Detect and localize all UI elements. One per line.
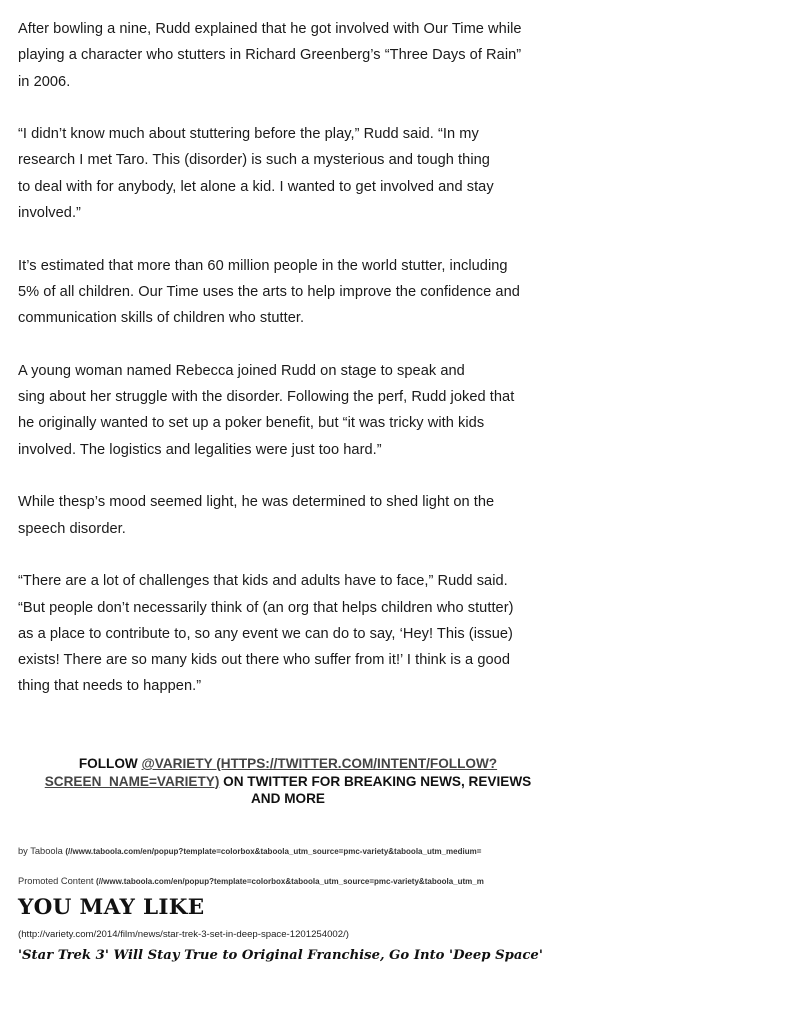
recommended-item-title[interactable]: 'Star Trek 3' Will Stay True to Original Franchise, Go Into 'Deep Space' [18,948,543,963]
text-line: A young woman named Rebecca joined Rudd on stage to speak and [18,362,465,379]
text-line: exists! There are so many kids out there who suffer from it!’ I think is a good [18,652,510,669]
promoted-content-link[interactable]: (//www.taboola.com/en/popup?template=colorbox&taboola_utm_source=pmc-variety&taboola_utm_m [96,877,484,886]
text-line: communication skills of children who stutter. [18,310,305,327]
text-line: involved.” [18,205,81,222]
follow-line [18,755,558,773]
taboola-by-link[interactable]: (//www.taboola.com/en/popup?template=colorbox&taboola_utm_source=pmc-variety&taboola_utm_medium= [65,847,482,856]
you-may-like-heading: YOU MAY LIKE [18,895,205,920]
follow-suffix: ON TWITTER FOR BREAKING NEWS, REVIEWS [219,773,532,789]
follow-prefix: FOLLOW [78,756,142,771]
article-paragraph [18,358,558,463]
text-line: to deal with for anybody, let alone a kid. I wanted to get involved and stay [18,178,494,195]
text-line: in 2006. [18,73,71,90]
text-line: It’s estimated that more than 60 million people in the world stutter, including [18,257,508,274]
follow-line: AND MORE [250,791,325,806]
twitter-follow-link-continued[interactable]: SCREEN_NAME=VARIETY) [44,773,220,789]
text-line: involved. The logistics and legalities were just too hard.” [18,441,382,458]
paragraph-spacer [18,95,558,121]
taboola-credit [18,846,555,856]
text-line: While thesp’s mood seemed light, he was determined to shed light on the [18,494,495,511]
paragraph-spacer [18,463,558,489]
text-line: he originally wanted to set up a poker benefit, but “it was tricky with kids [18,415,485,432]
twitter-follow-link[interactable]: @VARIETY (HTTPS://TWITTER.COM/INTENT/FOLLOW? [141,756,498,771]
text-line: research I met Taro. This (disorder) is such a mysterious and tough thing [18,152,490,169]
taboola-by-label: by Taboola [18,846,66,856]
text-line: sing about her struggle with the disorder. Following the perf, Rudd joked that [18,389,515,406]
article-body [18,16,558,700]
text-line: “But people don’t necessarily think of (an org that helps children who stutter) [18,599,514,616]
text-line: After bowling a nine, Rudd explained that he got involved with Our Time while [18,21,522,37]
recommended-item-url[interactable]: (http://variety.com/2014/film/news/star-trek-3-set-in-deep-space-1201254002/) [18,929,349,940]
article-paragraph [18,489,558,542]
text-line: speech disorder. [18,520,126,537]
paragraph-spacer [18,542,558,568]
text-line: playing a character who stutters in Richard Greenberg’s “Three Days of Rain” [18,47,522,64]
article-paragraph [18,253,558,332]
article-paragraph [18,568,558,699]
twitter-follow-callout [18,755,558,808]
paragraph-spacer [18,332,558,358]
follow-line [18,773,558,791]
article-paragraph [18,16,558,95]
article-paragraph [18,121,558,226]
promoted-content-credit [18,876,555,886]
promoted-content-label: Promoted Content [18,876,97,886]
paragraph-spacer [18,226,558,252]
text-line: “I didn’t know much about stuttering before the play,” Rudd said. “In my [18,126,479,143]
text-line: “There are a lot of challenges that kids and adults have to face,” Rudd said. [18,573,508,590]
text-line: as a place to contribute to, so any event we can do to say, ‘Hey! This (issue) [18,625,513,642]
text-line: thing that needs to happen.” [18,678,202,695]
text-line: 5% of all children. Our Time uses the arts to help improve the confidence and [18,283,520,300]
